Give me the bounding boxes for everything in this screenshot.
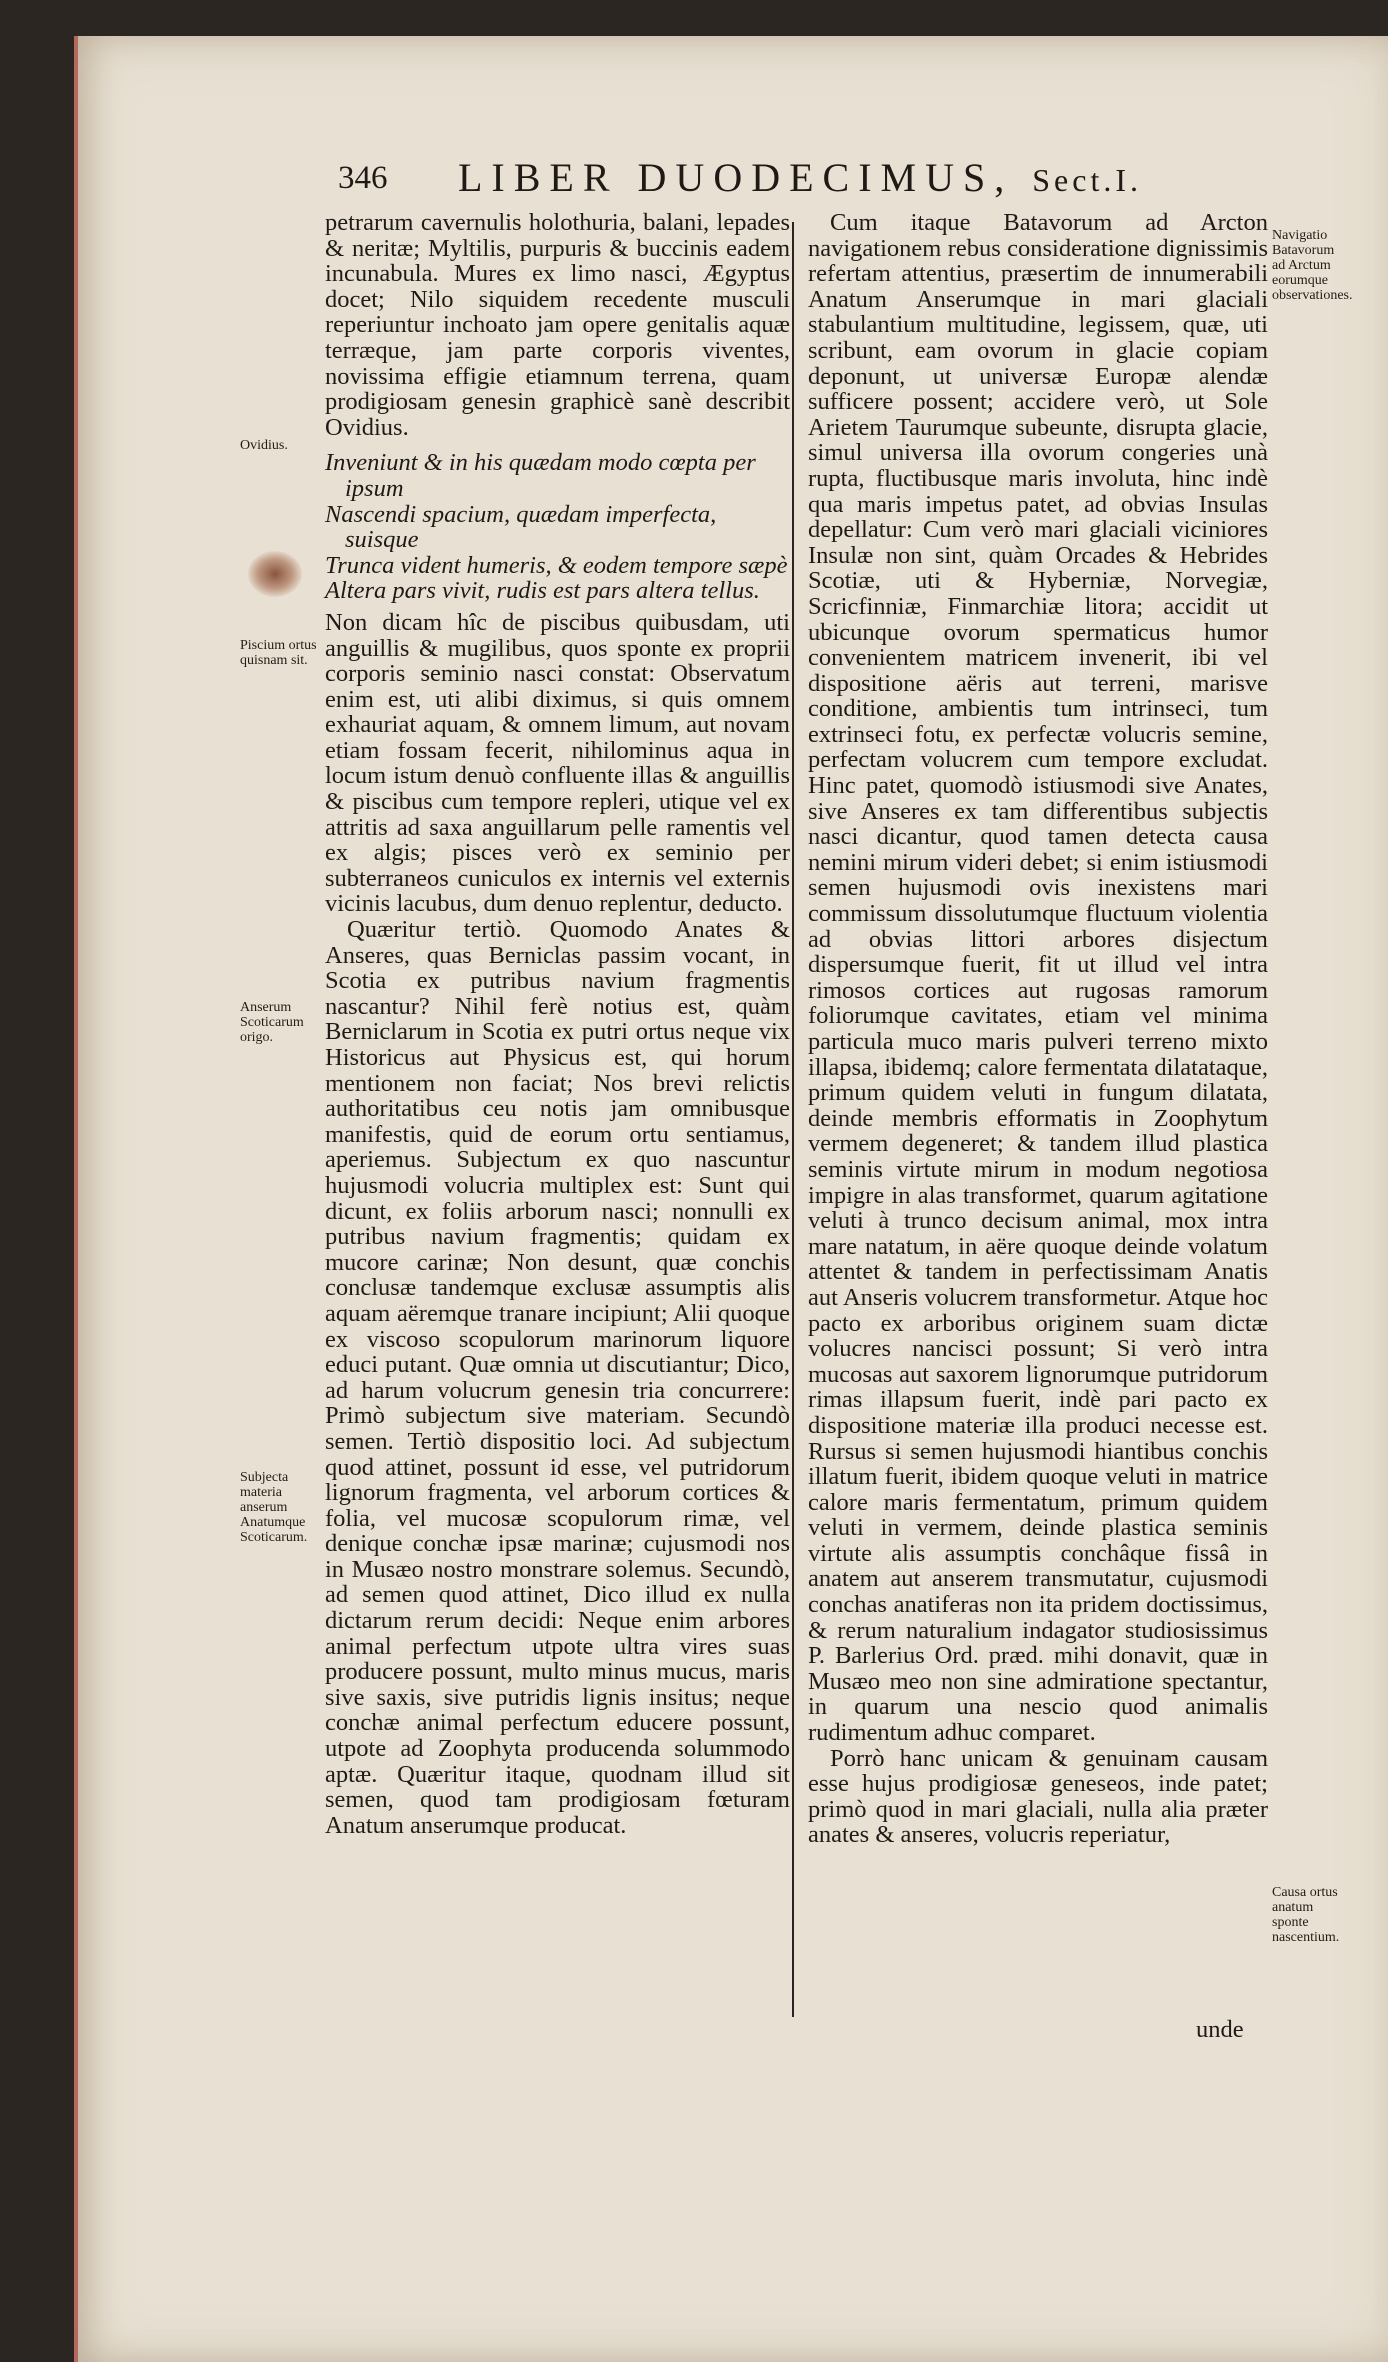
margin-note-subjecta: Subjecta materia anserum Anatumque Scoticarum.: [240, 1470, 308, 1545]
left-paragraph-2: Non dicam hîc de piscibus quibusdam, uti anguillis & mugilibus, quos sponte ex proprii corporis seminio nasci constat: Observatum enim est, uti alibi diximus, si quis omnem exhauriat aquam, & omnem limum, aut novam etiam fossam fecerit, nihilominus aqua in locum istum denuò confluente illas & anguillis & piscibus cum tempore repleri, utique vel ex attritis ad saxa anguillarum pelle ramentis vel ex algis; pisces verò ex seminio per subterraneos cuniculos ex internis vel externis vicinis lacubus, dum denuo replentur, deducto.: [325, 608, 790, 918]
right-paragraph-2: Porrò hanc unicam & genuinam causam esse hujus prodigiosæ geneseos, inde patet; primò quod in mari glaciali, nulla alia præter anates & anseres, volucris reperiatur,: [808, 1744, 1268, 1849]
section-label: Sect.I.: [1032, 162, 1142, 198]
verse-line-3: Trunca vident humeris, & eodem tempore sæpè: [325, 551, 788, 579]
verse-line-4: Altera pars vivit, rudis est pars altera tellus.: [325, 577, 760, 605]
margin-note-navigatio: Navigatio Batavorum ad Arctum eorumque observationes.: [1272, 228, 1353, 303]
left-paragraph-1: petrarum cavernulis holothuria, balani, lepades & neritæ; Myltilis, purpuris & buccinis eadem incunabula. Mures ex limo nasci, Ægyptus docet; Nilo siquidem recedente musculi reperiuntur inchoato jam opere genitalis aquæ terræque, jam parte corporis viventes, novissima effigie etiamnum terrena, quam prodigiosam genesin graphicè sanè describit Ovidius.: [325, 209, 790, 441]
margin-note-anserum: Anserum Scoticarum origo.: [240, 1000, 304, 1045]
running-title-text: LIBER DUODECIMUS,: [458, 155, 1014, 200]
catchword: unde: [1196, 2016, 1244, 2043]
margin-note-ovidius: Ovidius.: [240, 438, 288, 453]
margin-note-pisces: Piscium ortus quisnam sit.: [240, 638, 317, 668]
left-paragraph-3: Quæritur tertiò. Quomodo Anates & Anseres, quas Berniclas passim vocant, in Scotia ex putribus navium fragmentis nascantur? Nihil ferè notius est, quàm Berniclarum in Scotia ex putri ortus neque vix Historicus aut Physicus est, qui horum mentionem non faciat; Nos brevi relictis authoritatibus ceu notis jam omnibusque manifestis, quid de eorum ortu sentiamus, aperiemus. Subjectum ex quo nascuntur hujusmodi volucria multiplex est: Sunt qui dicunt, ex foliis arborum nasci; nonnulli ex putribus navium fragmentis; quidam ex mucore carinæ; Non desunt, quæ conchis conclusæ tandemque exclusæ assumptis alis aquam aëremque tranare incipiunt; Alii quoque ex viscoso scopulorum marinorum liquore educi putant. Quæ omnia ut discutiantur; Dico, ad harum volucrum genesin tria concurrere: Primò subjectum sive materiam. Secundò semen. Tertiò dispositio loci. Ad subjectum quod attinet, possunt id esse, vel putridorum lignorum fragmenta, vel arborum cortices & folia, vel mucosæ scopulorum rimæ, vel denique conchæ ipsæ marinæ; cujusmodi nos in Musæo nostro monstrare solemus. Secundò, ad semen quod attinet, Dico illud ex nulla dictarum rerum decidi: Neque enim arbores animal perfectum utpote ultra vires suas producere possunt, multo minus mucus, maris sive saxis, sive putridis lignis insitus; neque conchæ animal perfectum educere possunt, utpote ad Zoophyta producenda solummodo aptæ. Quæritur itaque, quodnam illud sit semen, quod tam prodigiosam fœturam Anatum anserumque producat.: [325, 916, 790, 1839]
page-number: 346: [338, 160, 388, 196]
column-divider: [792, 222, 794, 2017]
right-column: [808, 210, 1268, 1848]
running-header: [338, 150, 1198, 210]
right-paragraph-1: Cum itaque Batavorum ad Arcton navigationem rebus consideratione dignissimis refertam attentius, præsertim de innumerabili Anatum Anserumque in mari glaciali stabulantium multitudine, legissem, quæ, uti scribunt, eam ovorum in glacie copiam deponunt, ut universæ Europæ alendæ sufficere possent; accidere verò, ut Sole Arietem Taurumque subeunte, disrupta glacie, simul universa illa ovorum congeries unà rupta, fluctibusque maris involuta, hinc indè qua maris impetus patet, ad obvias Insulas depellatur: Cum verò mari glaciali viciniores Insulæ non sint, quàm Orcades & Hebrides Scotiæ, uti & Hyberniæ, Norvegiæ, Scricfinniæ, Finmarchiæ litora; accidit ut ubicunque ovorum spermaticus humor convenientem matricem invenerit, ibi vel dispositione aëris aut terreni, marisve conditione, ambientis tum intrinseci, tum extrinseci fotu, ex perfectæ volucris semine, perfectam volucrem cum tempore excludat. Hinc patet, quomodò istiusmodi sive Anates, sive Anseres ex tam differentibus subjectis nasci dicantur, quod tamen detecta causa nemini mirum videri debet; si enim istiusmodi semen hujusmodi ovis inexistens mari commissum dissolutumque fluctuum violentia ad obvias littori arbores disjectum dispersumque fuerit, fit ut illud vel intra rimosos cortices aut rugosas ramorum foliorumque cavitates, etiam vel minima particula muco maris pulveri terreno mixto illapsa, ibidemq; calore fermentata dilatataque, primum quidem veluti in fungum dilatata, deinde membris efformatis in Zoophytum vermem degeneret; & tandem illud plastica seminis virtute mirum in modum negotiosa impigre in alas transformet, quarum agitatione veluti à trunco decisum animal, mox intra mare natatum, in aëre quoque deinde volatum attentet & tandem in perfectissimam Anatis aut Anseris volucrem transformetur. Atque hoc pacto ex arboribus originem suam dictæ volucres nancisci possunt; Si verò intra mucosas aut saxorem lignorumque putridorum rimas illapsum fuerit, indè pari pacto ex dispositione materiæ illa produci necesse est. Rursus si semen hujusmodi hiantibus conchis illatum fuerit, ibidem quoque veluti in matrice calore maris fermentatum, primum quidem veluti in vermem, deinde plastica seminis virtute alis assumptis conchâque fissâ in anatem aut anserem transmutatur, cujusmodi conchas anatiferas non ita pridem doctissimus, & rerum naturalium indagator studiosissimus P. Barlerius Ord. præd. mihi donavit, quæ in Musæo meo non sine admiratione spectantur, in quarum una nescio quod animalis rudimentum adhuc comparet.: [808, 209, 1268, 1747]
verse-line-1: Inveniunt & in his quædam modo cœpta per ipsum: [325, 449, 756, 502]
verse-line-2: Nascendi spacium, quædam imperfecta, suisque: [325, 500, 717, 554]
ink-stain: [248, 551, 302, 597]
left-column: [325, 210, 790, 1838]
margin-note-causa: Causa ortus anatum sponte nascentium.: [1272, 1885, 1340, 1945]
running-title: [458, 154, 1142, 201]
